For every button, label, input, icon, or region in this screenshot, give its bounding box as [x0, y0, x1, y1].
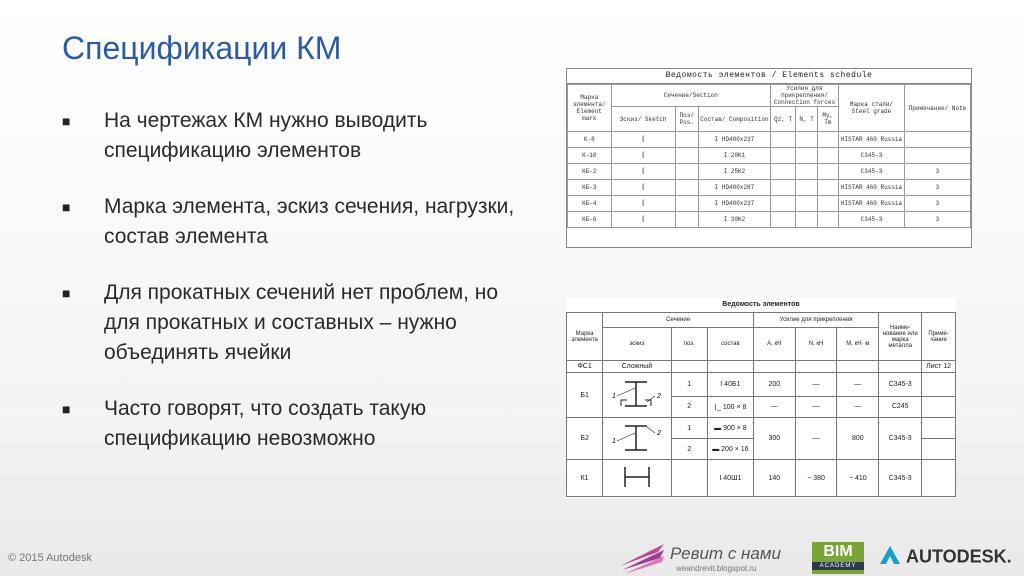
t2-cell-mark: Б2 — [567, 418, 603, 460]
t2-cell-pos: 1 — [671, 418, 707, 439]
t1-cell-pos — [675, 164, 698, 180]
t1-cell-n — [796, 196, 817, 212]
t1-cell-steel: HISTAR 460 Russia — [838, 132, 904, 148]
bim-logo-bottom: ACADEMY — [812, 562, 864, 570]
ibeam-icon: Ⅰ — [641, 214, 645, 225]
t1-head-my: My, Tm — [817, 107, 838, 132]
t1-cell-comp: I 25K2 — [698, 164, 770, 180]
t1-cell-comp: I 30K2 — [698, 212, 770, 228]
t1-cell-note: 3 — [904, 196, 970, 212]
bullet-text: На чертежах КМ нужно выводить спецификацию элементов — [104, 109, 428, 162]
table2 — [566, 312, 956, 497]
t1-cell-sketch — [611, 148, 675, 164]
t1-head-qz: Qz, T — [770, 107, 795, 132]
t1-cell-my — [817, 212, 838, 228]
t1-cell-pos — [675, 196, 698, 212]
t2-cell-note — [922, 373, 956, 397]
table1-title: Ведомость элементов / Elements schedule — [567, 69, 971, 84]
t2-cell-n: — — [795, 373, 837, 397]
bullet-item — [60, 394, 520, 454]
t1-cell-note: 3 — [904, 212, 970, 228]
t1-cell-mark: К-10 — [568, 148, 612, 164]
t2-head-section: Сечение — [603, 313, 754, 328]
autodesk-a-icon — [880, 546, 900, 569]
t1-cell-qz — [770, 180, 795, 196]
sketch-label-1: 1 — [611, 437, 616, 445]
t2-cell-comp — [707, 361, 753, 373]
t2-cell-pos: 1 — [671, 373, 707, 397]
t1-cell-qz — [770, 212, 795, 228]
table-row — [568, 132, 971, 148]
t2-cell-sketch — [603, 460, 671, 497]
t1-cell-steel: C345-3 — [838, 164, 904, 180]
t1-cell-mark: КБ-3 — [568, 180, 612, 196]
bullet-list — [60, 106, 520, 480]
bullet-marker: ■ — [62, 401, 71, 417]
t1-cell-qz — [770, 132, 795, 148]
revit-url: weandrevit.blogspot.ru — [676, 564, 757, 573]
t1-cell-pos — [675, 132, 698, 148]
t2-cell-steel: С345-3 — [879, 373, 922, 397]
t1-cell-sketch — [611, 164, 675, 180]
table-row — [568, 196, 971, 212]
elements-schedule-table-ru — [566, 298, 956, 498]
revit-title: Ревит с нами — [670, 544, 781, 563]
t1-head-pos: Поз/ Pos. — [675, 107, 698, 132]
ibeam-icon: Ⅰ — [641, 134, 645, 145]
table-row — [567, 460, 956, 497]
bullet-marker: ■ — [62, 199, 71, 215]
bullet-item — [60, 192, 520, 252]
t2-cell-pos: 2 — [671, 439, 707, 460]
welded-beam-sketch-icon — [607, 421, 667, 455]
t1-head-composition: Состав/ Composition — [698, 107, 770, 132]
t2-cell-note — [922, 460, 956, 497]
table-row — [567, 361, 956, 373]
t1-cell-qz — [770, 148, 795, 164]
t2-cell-a: — — [753, 396, 795, 417]
ibeam-icon: Ⅰ — [641, 182, 645, 193]
t2-head-a: A, кН — [753, 328, 795, 361]
t2-cell-n: — — [795, 396, 837, 417]
t2-cell-n — [795, 361, 837, 373]
bullet-text: Часто говорят, что создать такую спецификацию невозможно — [104, 397, 427, 450]
sketch-label-1: 1 — [611, 393, 616, 400]
t2-cell-m: — — [837, 373, 879, 397]
t2-cell-a: 140 — [753, 460, 795, 497]
t1-cell-note — [904, 132, 970, 148]
t2-cell-steel: С345-3 — [879, 460, 922, 497]
t2-cell-pos: 2 — [671, 396, 707, 417]
t1-cell-comp: I HD400x287 — [698, 180, 770, 196]
table-row — [568, 148, 971, 164]
t2-cell-steel: С345-3 — [879, 418, 922, 460]
t2-cell-mark: К1 — [567, 460, 603, 497]
bullet-text: Марка элемента, эскиз сечения, нагрузки, состав элемента — [104, 195, 515, 248]
t1-cell-pos — [675, 148, 698, 164]
t2-cell-n: − 380 — [795, 460, 837, 497]
ibeam-icon: Ⅰ — [641, 198, 645, 209]
ibeam-icon: Ⅰ — [641, 166, 645, 177]
table-row — [567, 418, 956, 439]
t2-cell-m: — — [837, 396, 879, 417]
t1-cell-steel: HISTAR 460 Russia — [838, 180, 904, 196]
t2-cell-m — [837, 361, 879, 373]
t2-cell-comp: ▬ 900 × 8 — [707, 418, 753, 439]
t1-cell-sketch — [611, 212, 675, 228]
t1-cell-sketch — [611, 180, 675, 196]
t1-cell-sketch — [611, 132, 675, 148]
t2-cell-comp: ▬ 200 × 16 — [707, 439, 753, 460]
t1-cell-steel: C345-3 — [838, 148, 904, 164]
bim-logo-top: BIM — [823, 543, 853, 560]
t1-cell-note: 3 — [904, 180, 970, 196]
table1 — [567, 84, 971, 228]
t1-cell-mark: КБ-6 — [568, 212, 612, 228]
t1-head-steel: Марка стали/ Steel grade — [838, 85, 904, 132]
revit-s-nami-logo — [618, 540, 808, 576]
t1-cell-n — [796, 132, 817, 148]
t2-head-pos: поз. — [671, 328, 707, 361]
t1-head-forces: Усилия для прикрепления/ Connection forces — [770, 85, 838, 107]
t1-cell-sketch — [611, 196, 675, 212]
t2-cell-mark: Б1 — [567, 373, 603, 418]
t1-cell-my — [817, 148, 838, 164]
t2-head-mark: Марка элемента — [567, 313, 603, 361]
t2-cell-a — [753, 361, 795, 373]
t2-cell-pos — [671, 361, 707, 373]
table-row — [568, 212, 971, 228]
bullet-marker: ■ — [62, 113, 71, 129]
bim-academy-logo — [812, 542, 864, 574]
column-h-sketch-icon — [617, 464, 657, 490]
t2-cell-a: 300 — [753, 418, 795, 460]
t1-cell-qz — [770, 196, 795, 212]
sketch-label-2: 2 — [656, 429, 661, 437]
bullet-item — [60, 278, 520, 368]
copyright: © 2015 Autodesk — [8, 552, 92, 564]
elements-schedule-table-en — [566, 68, 972, 248]
bullet-marker: ■ — [62, 285, 71, 301]
t1-cell-comp: I HD400x237 — [698, 132, 770, 148]
t2-cell-steel: С245 — [879, 396, 922, 417]
t2-cell-steel — [879, 361, 922, 373]
t1-cell-comp: I HD400x237 — [698, 196, 770, 212]
bullet-text: Для прокатных сечений нет проблем, но для прокатных и составных – нужно объединять ячейки — [104, 281, 499, 364]
t2-cell-mark: ФС1 — [567, 361, 603, 373]
t2-head-n: N, кН — [795, 328, 837, 361]
t2-cell-a: 200 — [753, 373, 795, 397]
t2-cell-pos — [671, 460, 707, 497]
t1-head-mark: Марка элемента/ Element mark — [568, 85, 612, 132]
t1-cell-steel: HISTAR 460 Russia — [838, 196, 904, 212]
t2-cell-sketch — [603, 418, 671, 460]
sketch-label-2: 2 — [656, 393, 661, 400]
t1-cell-mark: КБ-4 — [568, 196, 612, 212]
table2-title: Ведомость элементов — [722, 301, 800, 308]
t1-cell-steel: C345-3 — [838, 212, 904, 228]
t2-cell-note: Лист 12 — [922, 361, 956, 373]
t2-cell-comp: I 40Ш1 — [707, 460, 753, 497]
ibeam-icon: Ⅰ — [641, 150, 645, 161]
t1-cell-my — [817, 132, 838, 148]
slide-title: Спецификации КМ — [62, 30, 342, 66]
t2-cell-sketch: Сложный — [603, 361, 671, 373]
t2-cell-m: − 410 — [837, 460, 879, 497]
t1-head-note: Примечание/ Note — [904, 85, 970, 132]
table-row — [568, 164, 971, 180]
beam-angle-sketch-icon — [607, 376, 667, 412]
t1-head-n: N, T — [796, 107, 817, 132]
t2-cell-comp: I 40Б1 — [707, 373, 753, 397]
table-row — [567, 373, 956, 397]
revit-swoosh-icon — [618, 540, 668, 576]
t2-head-force: Усилие для прикрепления — [753, 313, 878, 328]
t1-cell-pos — [675, 212, 698, 228]
t2-cell-comp: ⌊_ 100 × 8 — [707, 396, 753, 417]
t2-cell-sketch — [603, 373, 671, 418]
t1-cell-n — [796, 180, 817, 196]
t2-cell-note — [922, 396, 956, 417]
t1-cell-my — [817, 164, 838, 180]
table-row — [568, 180, 971, 196]
t1-cell-my — [817, 196, 838, 212]
t1-cell-n — [796, 164, 817, 180]
t1-cell-n — [796, 148, 817, 164]
t1-cell-note: 3 — [904, 164, 970, 180]
autodesk-wordmark: AUTODESK. — [906, 546, 1012, 567]
t2-cell-note — [922, 418, 956, 439]
t1-cell-mark: К-8 — [568, 132, 612, 148]
t1-cell-note — [904, 148, 970, 164]
t1-cell-pos — [675, 180, 698, 196]
t1-head-section: Сечение/Section — [611, 85, 770, 107]
t2-head-sketch: эскиз — [603, 328, 671, 361]
t2-head-steel: Наиме- нование или марка металла — [879, 313, 922, 361]
t2-cell-m: 800 — [837, 418, 879, 460]
t1-cell-qz — [770, 164, 795, 180]
bullet-item — [60, 106, 520, 166]
t2-cell-note — [922, 439, 956, 460]
t1-cell-my — [817, 180, 838, 196]
t1-cell-comp: I 20K1 — [698, 148, 770, 164]
autodesk-logo — [880, 546, 1012, 569]
t2-head-comp: состав — [707, 328, 753, 361]
t2-head-m: M, кН· м — [837, 328, 879, 361]
t1-head-sketch: Эскиз/ Sketch — [611, 107, 675, 132]
t1-cell-n — [796, 212, 817, 228]
t2-head-note: Приме- чание — [922, 313, 956, 361]
t2-cell-n: — — [795, 418, 837, 460]
t1-cell-mark: КБ-2 — [568, 164, 612, 180]
